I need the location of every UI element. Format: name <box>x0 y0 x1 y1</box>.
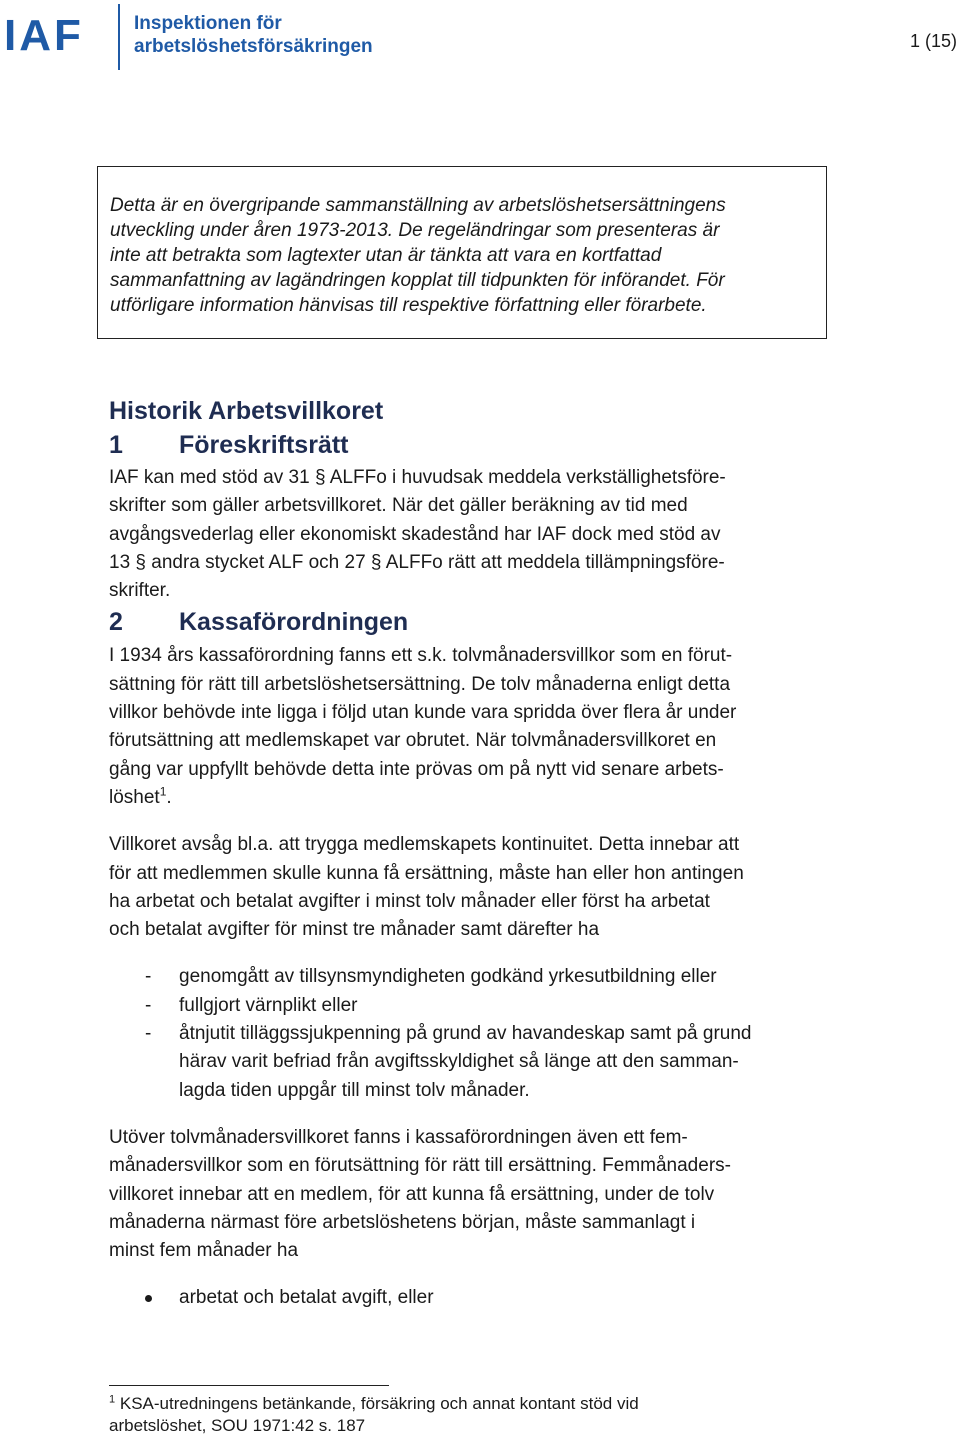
text-line: villkor behövde inte ligga i följd utan kunde vara spridda över flera år under <box>109 702 737 724</box>
paragraph-foreskriftsratt <box>109 464 829 605</box>
text-line: månaderna närmast före arbetslöshetens början, måste sammanlagt i <box>109 1211 696 1233</box>
list-item-text: lagda tiden uppgår till minst tolv månader. <box>179 1079 530 1101</box>
text-line: minst fem månader ha <box>109 1240 299 1262</box>
list-item <box>109 963 829 991</box>
text-line: Utöver tolvmånadersvillkoret fanns i kassaförordningen även ett fem- <box>109 1126 688 1148</box>
text-line: I 1934 års kassaförordning fanns ett s.k. tolvmånadersvillkor som en förut- <box>109 645 733 667</box>
text-line: ha arbetat och betalat avgifter i minst tolv månader eller först ha arbetat <box>109 890 710 912</box>
bullet-list <box>109 1284 829 1312</box>
logo-letters: IAF <box>4 11 84 60</box>
iaf-logo <box>0 0 400 72</box>
section-number: 2 <box>109 608 123 637</box>
paragraph-femmanadersvillkor <box>109 1124 829 1265</box>
text-line: skrifter som gäller arbetsvillkoret. När det gäller beräkning av tid med <box>109 495 688 517</box>
footnote-text: KSA-utredningens betänkande, försäkring och annat kontant stöd vid <box>119 1394 639 1413</box>
text-line: skrifter. <box>109 580 171 602</box>
text-line: gång var uppfyllt behövde detta inte prövas om på nytt vid senare arbets- <box>109 758 724 780</box>
text-line: månadersvillkor som en förutsättning för rätt till ersättning. Femmånaders- <box>109 1155 731 1177</box>
document-body <box>109 394 829 1313</box>
list-item-text: arbetat och betalat avgift, eller <box>179 1287 434 1309</box>
page-number: 1 (15) <box>909 31 957 51</box>
list-item <box>109 1284 829 1312</box>
text-line: löshet <box>109 786 160 808</box>
list-item-text: fullgjort värnplikt eller <box>179 994 358 1016</box>
text-line: och betalat avgifter för minst tre månader samt därefter ha <box>109 919 600 941</box>
dash-marker: - <box>145 994 152 1016</box>
footnote-text: arbetslöshet, SOU 1971:42 s. 187 <box>109 1416 366 1435</box>
logo-organization-line2: arbetslöshetsförsäkringen <box>134 36 373 57</box>
footnote-reference[interactable]: 1 <box>159 784 167 799</box>
intro-box <box>97 166 827 339</box>
sentence-end: . <box>166 786 172 808</box>
section-heading-foreskriftsratt <box>109 428 829 462</box>
section-number: 1 <box>109 431 123 459</box>
footnote-divider <box>109 1385 389 1386</box>
intro-line: Detta är en övergripande sammanställning av arbetslöshetsersättningens <box>110 195 726 216</box>
text-line: förutsättning att medlemskapet var obrutet. När tolvmånadersvillkoret en <box>109 730 717 752</box>
intro-line: sammanfattning av lagändringen kopplat till tidpunkten för införandet. För <box>110 270 725 291</box>
bullet-icon <box>145 1295 152 1302</box>
section-heading-kassaforordningen <box>109 605 829 639</box>
intro-line: inte att betrakta som lagtexter utan är tänkta att vara en kortfattad <box>110 245 662 266</box>
list-item <box>109 1020 829 1105</box>
dash-list <box>109 963 829 1104</box>
list-item <box>109 992 829 1020</box>
intro-text <box>110 193 822 318</box>
section-title: Föreskriftsrätt <box>179 431 349 459</box>
paragraph-tolvmanadersvillkor <box>109 642 829 812</box>
text-line: villkoret innebar att en medlem, för att kunna få ersättning, under de tolv <box>109 1183 715 1205</box>
text-line: avgångsvederlag eller ekonomiskt skadestånd har IAF dock med stöd av <box>109 523 721 545</box>
intro-line: utveckling under åren 1973-2013. De regeländringar som presenteras är <box>110 220 720 241</box>
section-title: Kassaförordningen <box>179 608 409 637</box>
dash-marker: - <box>145 966 152 988</box>
footnote-number: 1 <box>109 1393 116 1406</box>
list-item-text: åtnjutit tilläggssjukpenning på grund av havandeskap samt på grund <box>179 1023 752 1045</box>
list-item-text: genomgått av tillsynsmyndigheten godkänd yrkesutbildning eller <box>179 966 717 988</box>
text-line: för att medlemmen skulle kunna få ersättning, måste han eller hon antingen <box>109 862 744 884</box>
list-item-text: härav varit befriad från avgiftsskyldighet så länge att den samman- <box>179 1051 739 1073</box>
dash-marker: - <box>145 1023 152 1045</box>
text-line: 13 § andra stycket ALF och 27 § ALFFo rätt att meddela tillämpningsföre- <box>109 551 725 573</box>
logo-divider <box>118 4 120 70</box>
footnote <box>109 1393 829 1437</box>
intro-line: utförligare information hänvisas till respektive författning eller förarbete. <box>110 295 707 316</box>
text-line: sättning för rätt till arbetslöshetsersättning. De tolv månaderna enligt detta <box>109 673 731 695</box>
text-line: IAF kan med stöd av 31 § ALFFo i huvudsak meddela verkställighetsföre- <box>109 467 726 488</box>
document-title: Historik Arbetsvillkoret <box>109 397 384 425</box>
logo-organization-line1: Inspektionen för <box>134 13 282 34</box>
text-line: Villkoret avsåg bl.a. att trygga medlemskapets kontinuitet. Detta innebar att <box>109 834 740 856</box>
paragraph-villkoret-avsag <box>109 831 829 944</box>
